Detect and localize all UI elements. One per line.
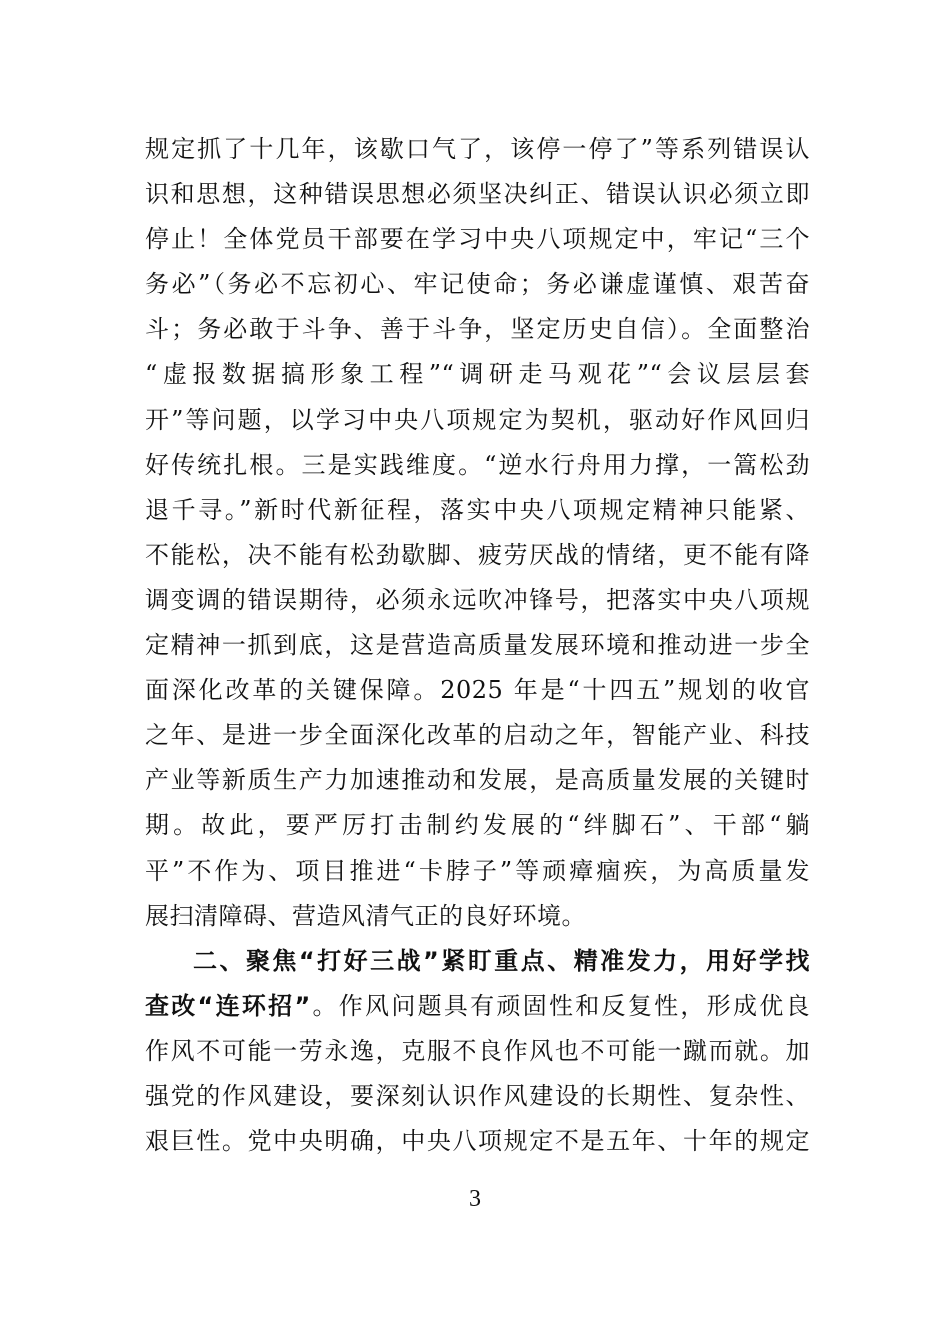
text-line: 面深化改革的关键保障。2025 年是“十四五”规划的收官 <box>145 676 810 705</box>
text-line: 调变调的错误期待，必须永远吹冲锋号，把落实中央八项规 <box>145 585 810 614</box>
text-line: 开”等问题，以学习中央八项规定为契机，驱动好作风回归 <box>145 405 810 434</box>
text-line: 强党的作风建设，要深刻认识作风建设的长期性、复杂性、 <box>145 1081 810 1110</box>
text-line: 期。故此，要严厉打击制约发展的“绊脚石”、干部“躺 <box>145 811 810 840</box>
text-line: 产业等新质生产力加速推动和发展，是高质量发展的关键时 <box>145 766 810 795</box>
text-line: 不能松，决不能有松劲歇脚、疲劳厌战的情绪，更不能有降 <box>145 540 810 569</box>
text-line: 艰巨性。党中央明确，中央八项规定不是五年、十年的规定 <box>145 1127 810 1156</box>
section-heading-tail: 查改“连环招” <box>145 991 311 1020</box>
heading-continuation-line <box>145 984 810 1029</box>
page-number: 3 <box>469 1186 481 1212</box>
text-line: 规定抓了十几年，该歇口气了，该停一停了”等系列错误认 <box>145 135 810 163</box>
text-line: 退千寻。”新时代新征程，落实中央八项规定精神只能紧、 <box>145 495 810 524</box>
text-line: 作风不可能一劳永逸，克服不良作风也不可能一蹴而就。加 <box>145 1036 810 1065</box>
text-line: “虚报数据搞形象工程”“调研走马观花”“会议层层套 <box>145 360 810 389</box>
text-line: 好传统扎根。三是实践维度。“逆水行舟用力撑，一篙松劲 <box>145 450 810 479</box>
text-line: 识和思想，这种错误思想必须坚决纠正、错误认识必须立即 <box>145 180 810 209</box>
text-line: 斗；务必敢于斗争、善于斗争，坚定历史自信）。全面整治 <box>145 315 810 344</box>
paragraph-start: 。作风问题具有顽固性和反复性，形成优良 <box>310 991 811 1020</box>
text-line: 定精神一抓到底，这是营造高质量发展环境和推动进一步全 <box>145 631 810 660</box>
body-text <box>145 127 810 1164</box>
text-line: 平”不作为、项目推进“卡脖子”等顽瘴痼疾，为高质量发 <box>145 856 810 885</box>
text-line: 停止！全体党员干部要在学习中央八项规定中，牢记“三个 <box>145 225 810 254</box>
section-heading: 二、聚焦“打好三战”紧盯重点、精准发力，用好学找 <box>193 946 810 975</box>
text-line: 展扫清障碍、营造风清气正的良好环境。 <box>145 901 586 930</box>
text-line: 务必”（务必不忘初心、牢记使命；务必谦虚谨慎、艰苦奋 <box>145 270 810 299</box>
text-line: 之年、是进一步全面深化改革的启动之年，智能产业、科技 <box>145 721 810 750</box>
